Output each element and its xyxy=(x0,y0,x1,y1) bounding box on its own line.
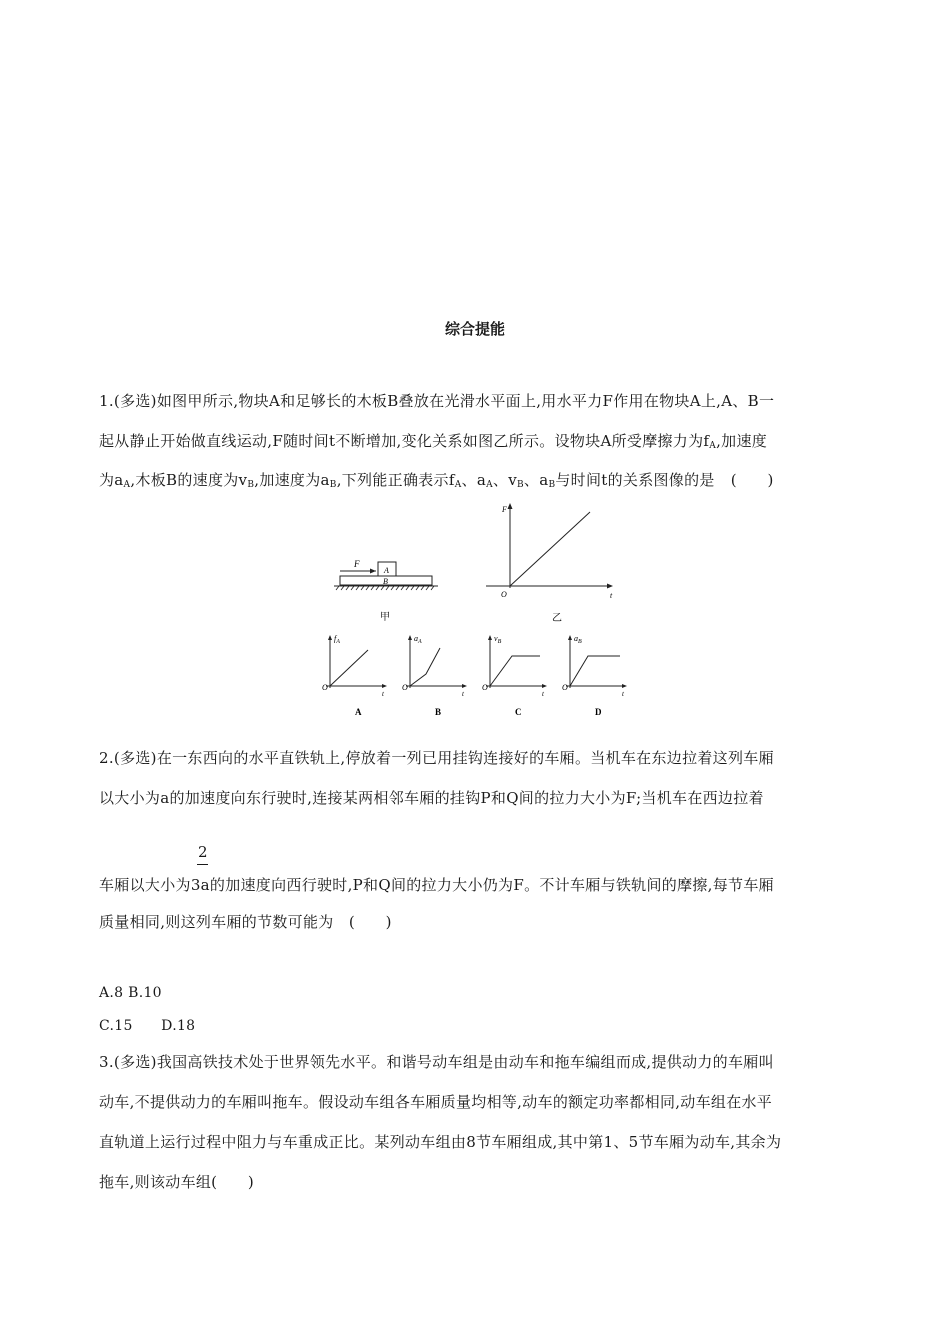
q3-line-2: 动车,不提供动力的车厢叫拖车。假设动车组各车厢质量均相等,动车的额定功率都相同,动车组在水平 xyxy=(99,1093,773,1111)
force-arrow xyxy=(340,569,376,574)
section-title: 综合提能 xyxy=(444,320,505,338)
graph-label: B xyxy=(435,707,442,717)
x-label: t xyxy=(382,690,384,698)
graph-a xyxy=(322,634,387,717)
subscript: B xyxy=(516,480,524,490)
label-f: F xyxy=(354,559,360,569)
q2-line-3: 车厢以大小为3a的加速度向西行驶时,P和Q间的拉力大小仍为F。不计车厢与铁轨间的摩擦,每节车厢 xyxy=(99,876,774,894)
fraction-bar xyxy=(197,864,208,865)
q3-line-4: 拖车,则该动车组( ) xyxy=(99,1173,255,1191)
origin-label: O xyxy=(562,683,568,692)
origin-label: O xyxy=(501,590,507,599)
label-b: B xyxy=(383,577,388,586)
graph-label: C xyxy=(515,707,522,717)
figure-yi xyxy=(480,500,625,628)
y-label: $v_B$ xyxy=(494,634,502,645)
text-run: 、a xyxy=(461,471,487,489)
y-label: $f_A$ xyxy=(334,634,340,645)
figure-jia xyxy=(330,545,440,625)
subscript: B xyxy=(329,480,337,490)
q2-line-4: 质量相同,则这列车厢的节数可能为 ( ) xyxy=(99,913,392,931)
q3-line-1: 3.(多选)我国高铁技术处于世界领先水平。和谐号动车组是由动车和拖车编组而成,提供动力的车厢叫 xyxy=(99,1053,774,1071)
q3-line-3: 直轨道上运行过程中阻力与车重成正比。某列动车组由8节车厢组成,其中第1、5节车厢为动车,其余为 xyxy=(99,1133,782,1151)
graph-label: A xyxy=(355,707,362,717)
y-label: $a_A$ xyxy=(414,634,422,645)
subscript: A xyxy=(486,480,493,490)
q2-line-2: 以大小为a的加速度向东行驶时,连接某两相邻车厢的挂钩P和Q间的拉力大小为F;当机车在西边拉着 xyxy=(99,789,764,807)
q1-line-1: 1.(多选)如图甲所示,物块A和足够长的木板B叠放在光滑水平面上,用水平力F作用在物块A上,A、B一 xyxy=(99,392,775,410)
subscript: A xyxy=(454,480,462,490)
text-run: ,加速度为a xyxy=(254,471,330,489)
x-label: t xyxy=(542,690,544,698)
subscript: B xyxy=(247,480,255,490)
x-label: t xyxy=(622,690,624,698)
ground-hatch xyxy=(334,586,438,590)
subscript: B xyxy=(548,480,556,490)
fraction-numerator: 2 xyxy=(198,843,208,861)
graph-label: D xyxy=(595,707,602,717)
answer-bracket: ( ) xyxy=(730,471,774,489)
q2-options-2: C.15 D.18 xyxy=(99,1018,196,1034)
q2-line-1: 2.(多选)在一东西向的水平直铁轨上,停放着一列已用挂钩连接好的车厢。当机车在东边拉着这列车厢 xyxy=(99,749,774,767)
subscript: A xyxy=(123,480,131,490)
fraction-denominator: 3 xyxy=(190,876,201,894)
f-t-line xyxy=(510,512,590,586)
x-axis xyxy=(486,584,613,589)
q1-line-3 xyxy=(99,470,774,495)
q1-line-2: 起从静止开始做直线运动,F随时间t不断增加,变化关系如图乙所示。设物块A所受摩擦力为$f_A$,加速度 xyxy=(99,432,768,451)
caption-jia: 甲 xyxy=(380,612,390,623)
y-label: F xyxy=(502,505,507,514)
label-a: A xyxy=(384,566,389,575)
text-run: 、v xyxy=(492,471,517,489)
q1-line-3-text xyxy=(99,471,715,489)
y-axis xyxy=(508,503,513,588)
text-run: 为a xyxy=(99,471,124,489)
q2-options-1: A.8 B.10 xyxy=(99,985,162,1001)
origin-label: O xyxy=(322,683,328,692)
caption-yi: 乙 xyxy=(552,613,562,624)
graph-b xyxy=(402,634,467,717)
x-label: t xyxy=(610,591,613,600)
origin-label: O xyxy=(482,683,488,692)
graph-c xyxy=(482,634,547,717)
origin-label: O xyxy=(402,683,408,692)
text-run: ,木板B的速度为v xyxy=(130,471,248,489)
y-label: $a_B$ xyxy=(574,634,582,645)
text-run: ,下列能正确表示f xyxy=(336,471,455,489)
graph-d xyxy=(562,634,627,717)
text-run: 与时间t的关系图像的是 xyxy=(555,471,715,489)
text-run: 、a xyxy=(523,471,549,489)
answer-graphs xyxy=(318,630,638,722)
x-label: t xyxy=(462,690,464,698)
